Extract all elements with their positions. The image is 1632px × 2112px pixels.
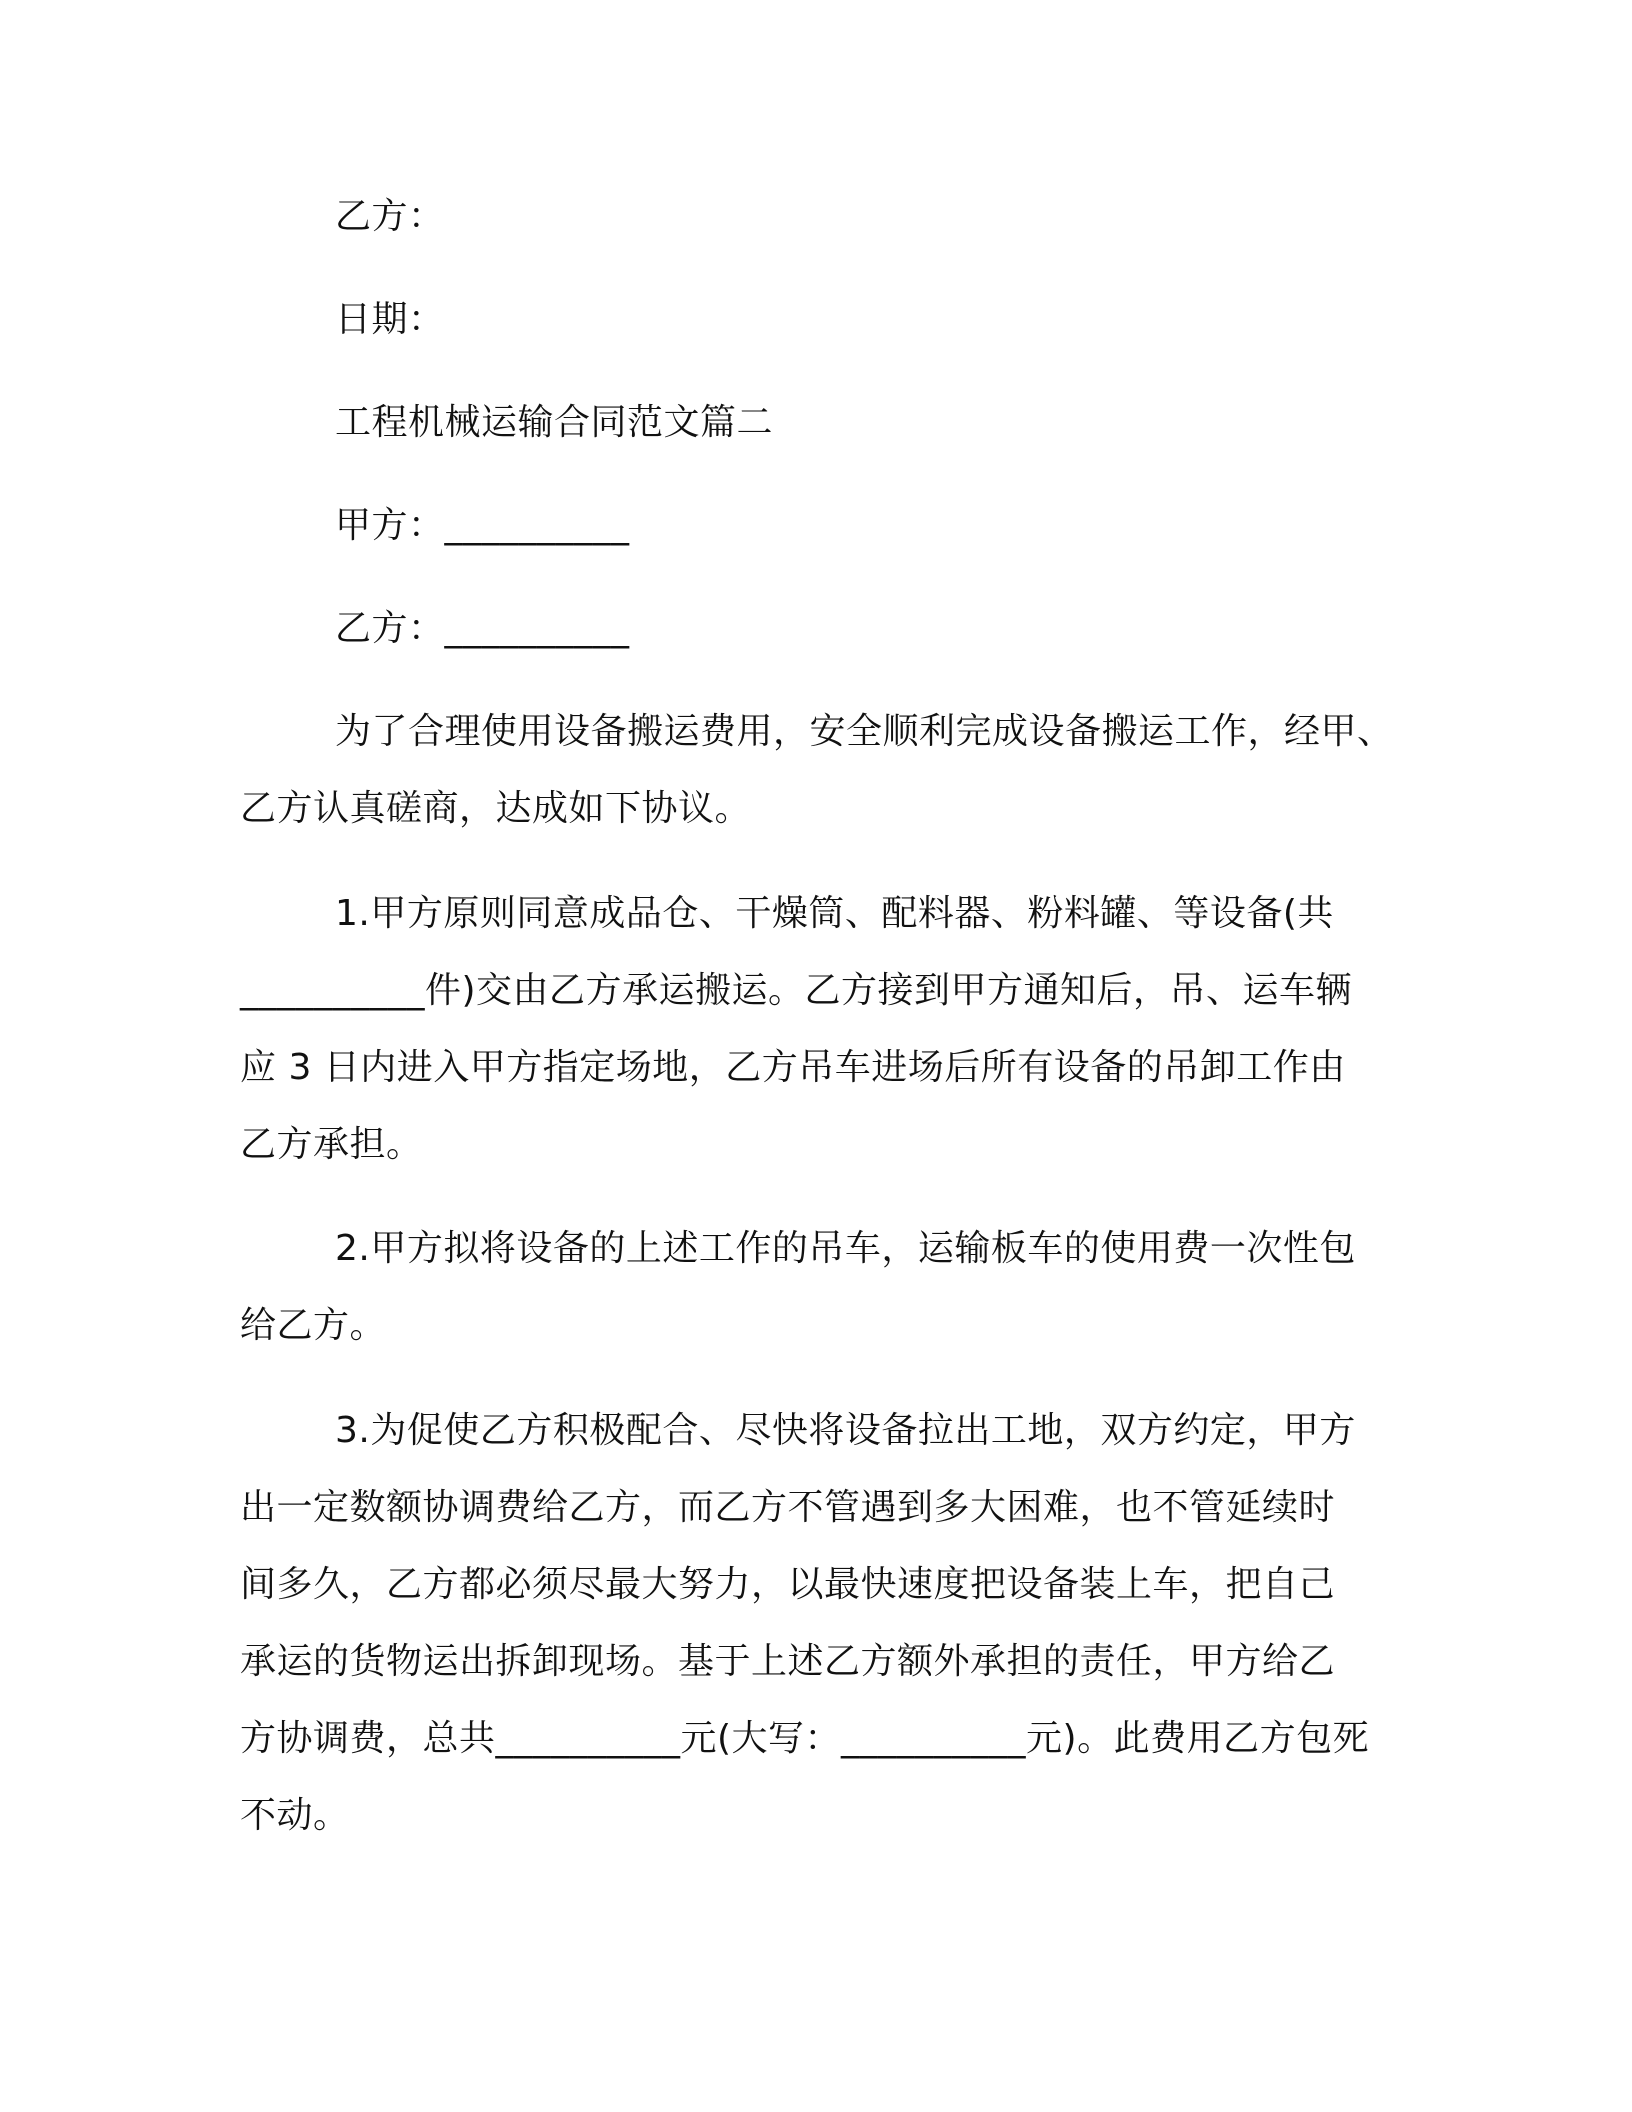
clause-3-line-2: 出一定数额协调费给乙方，而乙方不管遇到多大困难，也不管延续时 bbox=[240, 1487, 1336, 1528]
clause-3-line-4: 承运的货物运出拆卸现场。基于上述乙方额外承担的责任，甲方给乙 bbox=[240, 1641, 1336, 1682]
section-title: 工程机械运输合同范文篇二 bbox=[335, 402, 774, 443]
date-label: 日期： bbox=[335, 299, 445, 340]
clause-1-line-1: 1.甲方原则同意成品仓、干燥筒、配料器、粉料罐、等设备(共 bbox=[335, 893, 1334, 934]
party-b-field: 乙方：__________ bbox=[335, 608, 630, 649]
party-b-label: 乙方： bbox=[335, 196, 445, 237]
clause-2-line-1: 2.甲方拟将设备的上述工作的吊车，运输板车的使用费一次性包 bbox=[335, 1228, 1356, 1269]
clause-1-line-2: __________件)交由乙方承运搬运。乙方接到甲方通知后，吊、运车辆 bbox=[240, 970, 1353, 1011]
clause-3-line-1: 3.为促使乙方积极配合、尽快将设备拉出工地，双方约定，甲方 bbox=[335, 1410, 1356, 1451]
party-a-field: 甲方：__________ bbox=[335, 505, 630, 546]
intro-paragraph-line-2: 乙方认真磋商，达成如下协议。 bbox=[240, 788, 752, 829]
clause-1-line-3: 应 3 日内进入甲方指定场地，乙方吊车进场后所有设备的吊卸工作由 bbox=[240, 1047, 1346, 1088]
clause-2-line-2: 给乙方。 bbox=[240, 1305, 387, 1346]
clause-3-line-5: 方协调费，总共__________元(大写：__________元)。此费用乙方包死 bbox=[240, 1718, 1370, 1759]
clause-3-line-3: 间多久，乙方都必须尽最大努力，以最快速度把设备装上车，把自己 bbox=[240, 1564, 1336, 1605]
intro-paragraph-line-1: 为了合理使用设备搬运费用，安全顺利完成设备搬运工作，经甲、 bbox=[335, 711, 1394, 752]
clause-1-line-4: 乙方承担。 bbox=[240, 1124, 423, 1165]
clause-3-line-6: 不动。 bbox=[240, 1795, 350, 1836]
